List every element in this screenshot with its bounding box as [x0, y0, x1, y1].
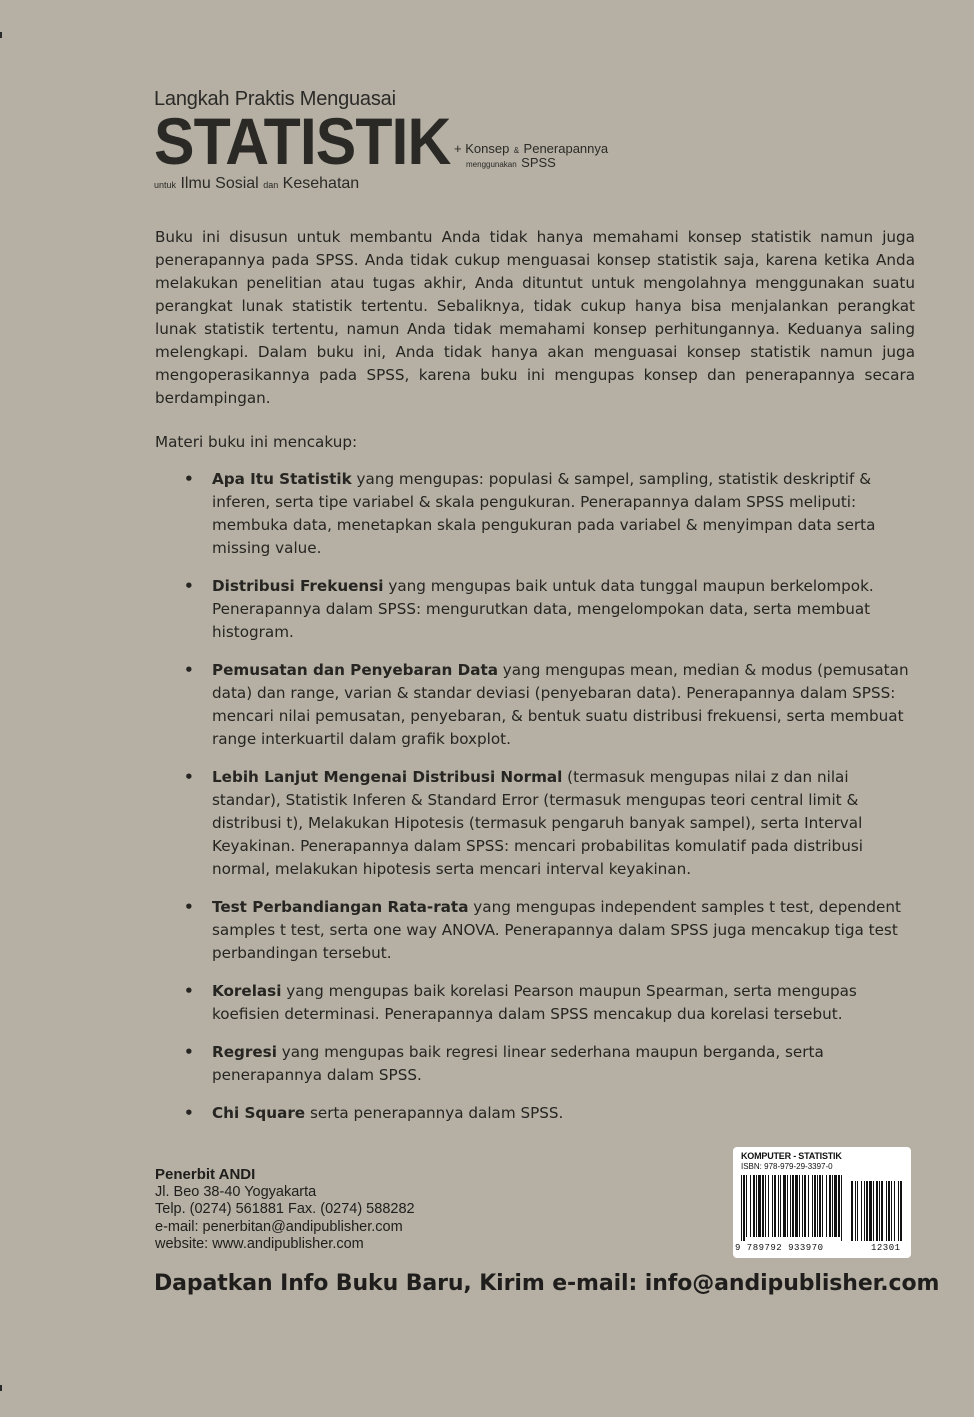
barcode-label — [733, 1147, 911, 1258]
barcode-bar — [787, 1175, 788, 1237]
barcode-bar — [743, 1175, 745, 1241]
book-main-title: STATISTIK — [154, 104, 451, 178]
publisher-info — [155, 1166, 415, 1254]
barcode-bar — [841, 1175, 842, 1241]
topic-title: Regresi — [212, 1043, 277, 1061]
bullet-icon: • — [184, 982, 194, 1000]
barcode-bar — [762, 1175, 764, 1237]
barcode-bar — [780, 1175, 781, 1237]
barcode-addon-bar — [879, 1181, 880, 1241]
barcode-bar — [746, 1175, 747, 1237]
list-item — [155, 1041, 915, 1087]
tagline-konsep: + Konsep — [454, 141, 510, 156]
barcode-bar — [812, 1175, 813, 1237]
barcode-bar — [804, 1175, 806, 1237]
publisher-name: Penerbit ANDI — [155, 1166, 256, 1183]
barcode-bar — [783, 1175, 786, 1237]
topic-text: yang mengupas baik korelasi Pearson maupun Spearman, serta mengupas koefisien determinasi. Penerapannya dalam SPSS mencakup dua korelasi tersebut. — [212, 982, 857, 1023]
topic-title: Distribusi Frekuensi — [212, 577, 384, 595]
audience-dan: dan — [263, 180, 279, 190]
trim-mark-top — [0, 32, 2, 38]
topic-title: Korelasi — [212, 982, 282, 1000]
topic-title: Lebih Lanjut Mengenai Distribusi Normal — [212, 768, 563, 786]
barcode-bar — [750, 1175, 751, 1237]
promo-text: Dapatkan Info Buku Baru, Kirim e-mail: info@andipublisher.com — [154, 1271, 940, 1296]
barcode-addon-bar — [855, 1181, 856, 1241]
barcode-addon-bar — [873, 1181, 874, 1241]
topic-text: yang mengupas baik regresi linear sederhana maupun berganda, serta penerapannya dalam SPSS. — [212, 1043, 824, 1084]
topic-text: yang mengupas: populasi & sampel, sampling, statistik deskriptif & inferen, serta tipe variabel & skala pengukuran. Penerapannya dalam SPSS meliputi: membuka data, menetapkan skala pengukuran pada variabel & menyimpan data serta missing value. — [212, 470, 876, 557]
list-item — [155, 766, 915, 881]
barcode-bar — [758, 1175, 761, 1237]
barcode-bar — [795, 1175, 798, 1237]
tagline-spss: SPSS — [521, 155, 556, 170]
topic-title: Test Perbandiangan Rata-rata — [212, 898, 469, 916]
list-item — [155, 659, 915, 751]
barcode-addon-bar — [898, 1181, 899, 1241]
publisher-phone: Telp. (0274) 561881 Fax. (0274) 588282 — [155, 1201, 415, 1217]
topic-list — [155, 468, 915, 1125]
barcode-addon-bar — [888, 1181, 890, 1241]
audience-ilmu-sosial: Ilmu Sosial — [180, 175, 259, 192]
barcode-addon-bar — [851, 1181, 853, 1241]
book-tagline — [454, 143, 608, 171]
bullet-icon: • — [184, 470, 194, 488]
tagline-amp: & — [513, 146, 520, 155]
topic-text: (termasuk mengupas nilai z dan nilai standar), Statistik Inferen & Standard Error (termasuk mengupas teori central limit & distribusi t), Melakukan Hipotesis (termasuk pengaruh banyak sampel), serta Interval Keyakinan. Penerapannya dalam SPSS: mencari probabilitas komulatif pada distribusi normal, melakukan hipotesis serta mencari interval keyakinan. — [212, 768, 863, 878]
list-item — [155, 575, 915, 644]
barcode-addon-bar — [869, 1181, 872, 1241]
bullet-icon: • — [184, 577, 194, 595]
book-title-block — [154, 88, 609, 193]
list-item — [155, 980, 915, 1026]
barcode-addon-bar — [864, 1181, 865, 1241]
bullet-icon: • — [184, 1104, 194, 1122]
barcode-addon-bar — [861, 1181, 862, 1241]
barcode-bar — [832, 1175, 833, 1237]
barcode-bar — [768, 1175, 769, 1237]
barcode-bar — [792, 1175, 794, 1237]
bullet-icon: • — [184, 1043, 194, 1061]
publisher-website: website: www.andipublisher.com — [155, 1236, 364, 1252]
list-item — [155, 896, 915, 965]
materi-intro: Materi buku ini mencakup: — [155, 433, 358, 451]
barcode-addon-bar — [857, 1181, 858, 1241]
barcode-bar — [756, 1175, 757, 1237]
book-subtitle: Langkah Praktis Menguasai — [154, 88, 396, 110]
tagline-menggunakan: menggunakan — [466, 160, 517, 169]
list-item — [155, 1102, 915, 1125]
barcode-bar — [790, 1175, 791, 1237]
trim-mark-bottom — [0, 1385, 2, 1391]
barcode-addon-bar — [866, 1181, 868, 1241]
topic-text: yang mengupas baik untuk data tunggal maupun berkelompok. Penerapannya dalam SPSS: mengurutkan data, mengelompokan data, serta membuat histogram. — [212, 577, 874, 641]
barcode-bar — [799, 1175, 800, 1237]
barcode-bar — [753, 1175, 755, 1237]
topic-text: yang mengupas independent samples t test, dependent samples t test, serta one way ANOVA. Penerapannya dalam SPSS juga mencakup tiga test perbandingan tersebut. — [212, 898, 901, 962]
book-description — [155, 226, 915, 1140]
barcode-bar — [829, 1175, 831, 1237]
topic-title: Apa Itu Statistik — [212, 470, 352, 488]
bullet-icon: • — [184, 768, 194, 786]
barcode-bar — [826, 1175, 827, 1237]
barcode-bar — [808, 1175, 809, 1237]
barcode-bar — [774, 1175, 776, 1237]
barcode-addon-bar — [886, 1181, 887, 1241]
barcode-isbn: ISBN: 978-979-29-3397-0 — [741, 1162, 833, 1171]
barcode-bar — [834, 1175, 837, 1237]
bullet-icon: • — [184, 898, 194, 916]
barcode-bar — [838, 1175, 840, 1237]
barcode-digits-addon: 12301 — [871, 1243, 901, 1253]
publisher-address: Jl. Beo 38-40 Yogyakarta — [155, 1183, 317, 1200]
barcode-addon-bar — [891, 1181, 892, 1241]
audience-kesehatan: Kesehatan — [282, 175, 360, 192]
intro-paragraph: Buku ini disusun untuk membantu Anda tidak hanya memahami konsep statistik namun juga penerapannya pada SPSS. Anda tidak cukup menguasai konsep statistik saja, karena ketika Anda melakukan penelitian atau tugas akhir, Anda dituntut untuk mengolahnya menggunakan suatu perangkat lunak statistik tertentu. Sebaliknya, tidak cukup hanya bisa menjalankan perangkat lunak statistik tertentu, namun Anda tidak memahami konsep perhitungannya. Keduanya saling melengkapi. Dalam buku ini, Anda tidak hanya akan menguasai konsep statistik namun juga mengoperasikannya pada SPSS, karena buku ini mengupas konsep dan penerapannya secara berdampingan. — [155, 228, 915, 407]
tagline-penerapan: Penerapannya — [523, 141, 609, 156]
barcode-bar — [822, 1175, 823, 1237]
list-item — [155, 468, 915, 560]
barcode-bar — [778, 1175, 779, 1237]
barcode-addon-bar — [876, 1181, 878, 1241]
topic-title: Chi Square — [212, 1104, 306, 1122]
barcode-category: KOMPUTER - STATISTIK — [741, 1151, 842, 1161]
barcode-bar — [765, 1175, 766, 1237]
barcode-bar — [817, 1175, 818, 1237]
barcode-addon-bar — [881, 1181, 883, 1241]
topic-title: Pemusatan dan Penyebaran Data — [212, 661, 498, 679]
barcode-bar — [802, 1175, 803, 1237]
barcode-bar — [772, 1175, 773, 1237]
bullet-icon: • — [184, 661, 194, 679]
barcode-addon-bar — [894, 1181, 895, 1241]
barcode-bar — [819, 1175, 821, 1237]
barcode-icon — [739, 1175, 905, 1243]
barcode-addon-bar — [900, 1181, 902, 1241]
topic-text: serta penerapannya dalam SPSS. — [305, 1104, 564, 1122]
topic-text: yang mengupas mean, median & modus (pemusatan data) dan range, varian & standar deviasi (penyebaran data). Penerapannya dalam SPSS: mencari nilai pemusatan, penyebaran, & bentuk suatu distribusi frekuensi, serta membuat range interkuartil dalam grafik boxplot. — [212, 661, 909, 748]
barcode-bar — [741, 1175, 742, 1241]
audience-untuk: untuk — [154, 180, 177, 190]
publisher-email: e-mail: penerbitan@andipublisher.com — [155, 1218, 403, 1235]
barcode-bar — [814, 1175, 816, 1237]
barcode-digits-main: 9 789792 933970 — [735, 1243, 824, 1253]
